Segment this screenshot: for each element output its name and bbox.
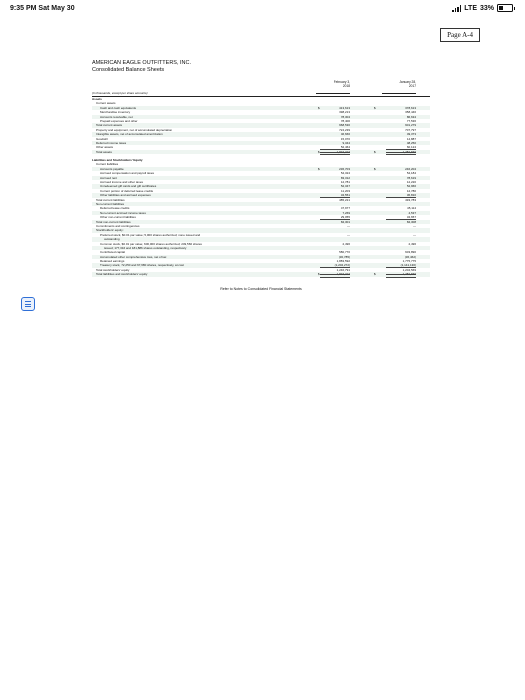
dollar-sign: $ <box>318 105 320 110</box>
value-2018: 78,304 <box>340 114 350 119</box>
statement-title: Consolidated Balance Sheets <box>92 67 165 73</box>
value-2018: 46,666 <box>340 132 350 137</box>
value-2017: 34,657 <box>406 215 416 220</box>
value-2018: 7,269 <box>342 210 350 215</box>
row-label: Other non-current liabilities <box>100 215 136 220</box>
row-label: Accounts receivable, net <box>100 114 133 119</box>
value-2018: 12,781 <box>340 180 350 185</box>
dollar-sign: $ <box>318 166 320 171</box>
row-label: Property and equipment, net of accumulated depreciation <box>96 127 173 132</box>
value-2017: 378,613 <box>405 105 416 110</box>
value-2017: 12,220 <box>406 180 416 185</box>
table-row <box>92 272 430 276</box>
row-label: Other liabilities and accrued expenses <box>100 193 151 198</box>
value-2017: 4,537 <box>408 210 416 215</box>
value-2018: (30,785) <box>338 254 350 259</box>
dollar-sign: $ <box>374 105 376 110</box>
header-rule <box>316 93 350 94</box>
row-label: Stockholders' equity: <box>96 228 124 233</box>
value-2017: 2,496 <box>408 241 416 246</box>
value-2017: 60,124 <box>406 145 416 150</box>
value-2018: 1,816,313 <box>336 272 350 277</box>
value-2018: 398,213 <box>339 110 350 115</box>
value-2017: 1,204,569 <box>402 267 416 272</box>
value-2018: 84,301 <box>340 219 350 224</box>
value-2018: 52,464 <box>340 145 350 150</box>
value-2018: 1,246,791 <box>336 267 350 272</box>
row-label: Total non-current liabilities <box>96 219 131 224</box>
value-2017: 54,184 <box>406 171 416 176</box>
value-2018: 15,070 <box>340 136 350 141</box>
value-2017: 78,619 <box>406 175 416 180</box>
value-2017: 14,887 <box>406 136 416 141</box>
column-header-2017: January 28, 2017 <box>399 80 416 88</box>
balance-sheet <box>92 60 430 291</box>
value-2018: (1,202,272) <box>334 263 350 268</box>
column-header-2018: February 3, 2018 <box>333 80 350 88</box>
value-2018: 968,530 <box>339 123 350 128</box>
value-2017: 1,775,775 <box>402 259 416 264</box>
table-row <box>92 150 430 154</box>
value-2018: 1,816,313 <box>336 149 350 154</box>
value-2017: 707,797 <box>405 127 416 132</box>
row-label: Non-current liabilities <box>96 201 125 206</box>
value-2017: 84,308 <box>406 219 416 224</box>
row-label: Total current assets <box>96 123 123 128</box>
value-2017: (36,462) <box>404 254 416 259</box>
row-label: Preferred stock, $0.01 par value; 5,000 shares authorized; none issued and <box>100 232 201 237</box>
value-2017: 246,204 <box>405 166 416 171</box>
value-2017: 36,810 <box>406 193 416 198</box>
value-2017: 77,536 <box>406 118 416 123</box>
row-label: Prepaid expenses and other <box>100 118 138 123</box>
value-2018: 1,883,592 <box>336 259 350 264</box>
dollar-sign: $ <box>318 149 320 154</box>
value-2018: 485,221 <box>339 197 350 202</box>
value-2017: (1,141,130) <box>400 263 416 268</box>
row-label: Treasury stock, 72,250 and 67,680 shares, respectively, at cost <box>100 263 184 268</box>
dollar-sign: $ <box>374 166 376 171</box>
footnote: Refer to Notes to Consolidated Financial Statements <box>220 286 302 291</box>
column-header <box>92 80 430 97</box>
dollar-sign: $ <box>374 272 376 277</box>
row-label: outstanding <box>104 237 120 242</box>
value-2017: 493,783 <box>405 197 416 202</box>
battery-icon <box>497 4 513 12</box>
double-underline <box>320 274 350 277</box>
row-label: Accounts payable <box>100 166 124 171</box>
page-label: Page A-4 <box>440 28 480 42</box>
row-label: Common stock, $0.01 par value; 600,000 shares authorized; 249,566 shares <box>100 241 202 246</box>
value-2018: 52,347 <box>340 184 350 189</box>
row-label: Deferred income taxes <box>96 140 127 145</box>
value-2017: 12,780 <box>406 188 416 193</box>
row-label: Contributed capital <box>100 250 126 255</box>
row-label: Goodwill <box>96 136 108 141</box>
signal-icon <box>452 5 461 12</box>
status-time: 9:35 PM Sat May 30 <box>10 5 75 12</box>
value-2018: 580,770 <box>339 250 350 255</box>
value-2017: — <box>413 232 416 237</box>
value-2017: 358,446 <box>405 110 416 115</box>
row-label: Other assets <box>96 145 114 150</box>
row-label: Total stockholders' equity <box>96 267 130 272</box>
dollar-sign: $ <box>374 149 376 154</box>
row-label: Total current liabilities <box>96 197 125 202</box>
row-label: Total assets <box>96 149 112 154</box>
row-label: Merchandise inventory <box>100 110 131 115</box>
row-label: Accumulated other comprehensive loss, net of tax <box>100 254 167 259</box>
value-2018: 9,344 <box>342 140 350 145</box>
row-label: Current liabilities <box>96 162 119 167</box>
value-2017: 1,782,660 <box>402 272 416 277</box>
value-2017: 1,782,660 <box>402 149 416 154</box>
units-note: (In thousands, except per share amounts) <box>92 91 148 95</box>
row-label: Current assets <box>96 101 116 106</box>
value-2017: 49,373 <box>406 132 416 137</box>
battery-percent: 33% <box>479 4 494 12</box>
row-label: Current portion of deferred lease credits <box>100 188 154 193</box>
row-label: Commitments and contingencies <box>96 223 140 228</box>
table-body <box>92 97 430 277</box>
value-2018: — <box>347 223 350 228</box>
row-label: Accrued rent <box>100 175 118 180</box>
value-2017: 901,279 <box>405 123 416 128</box>
row-label: issued; 177,316 and 181,886 shares outstanding, respectively <box>104 245 187 250</box>
value-2017: 45,114 <box>407 206 416 211</box>
value-2017: 48,250 <box>406 140 416 145</box>
row-label: Non-current accrued income taxes <box>100 210 146 215</box>
list-icon[interactable] <box>21 297 35 311</box>
row-label: Accrued compensation and payroll taxes <box>100 171 155 176</box>
value-2018: 724,239 <box>339 127 350 132</box>
row-label: Retained earnings <box>100 259 125 264</box>
value-2018: 78,400 <box>340 118 350 123</box>
value-2018: 11,203 <box>341 188 350 193</box>
status-bar <box>0 0 525 18</box>
dollar-sign: $ <box>318 272 320 277</box>
value-2018: 236,703 <box>339 166 350 171</box>
row-label: Liabilities and Stockholders' Equity <box>92 158 143 163</box>
value-2018: 413,613 <box>339 105 350 110</box>
row-label: Unredeemed gift cards and gift certificates <box>100 184 157 189</box>
value-2018: 2,496 <box>342 241 350 246</box>
double-underline <box>386 274 416 277</box>
value-2018: 47,977 <box>340 206 350 211</box>
value-2017: 52,966 <box>406 184 416 189</box>
status-right <box>452 4 513 12</box>
row-label: Cash and cash equivalents <box>100 105 137 110</box>
value-2017: — <box>413 223 416 228</box>
header-rule <box>382 93 416 94</box>
row-label: Intangible assets, net of accumulated amortization <box>96 132 163 137</box>
value-2018: 83,312 <box>340 175 350 180</box>
value-2017: 86,634 <box>406 114 416 119</box>
value-2018: — <box>347 232 350 237</box>
value-2018: 34,551 <box>340 193 350 198</box>
row-label: Accrued income and other taxes <box>100 180 144 185</box>
company-name: AMERICAN EAGLE OUTFITTERS, INC. <box>92 60 192 66</box>
value-2017: 603,890 <box>405 250 416 255</box>
row-label: Deferred lease credits <box>100 206 130 211</box>
carrier-label: LTE <box>464 4 477 12</box>
row-label: Total liabilities and stockholders' equity <box>96 272 148 277</box>
row-label: Assets <box>92 97 102 101</box>
value-2018: 54,324 <box>340 171 350 176</box>
value-2018: 29,055 <box>340 215 350 220</box>
